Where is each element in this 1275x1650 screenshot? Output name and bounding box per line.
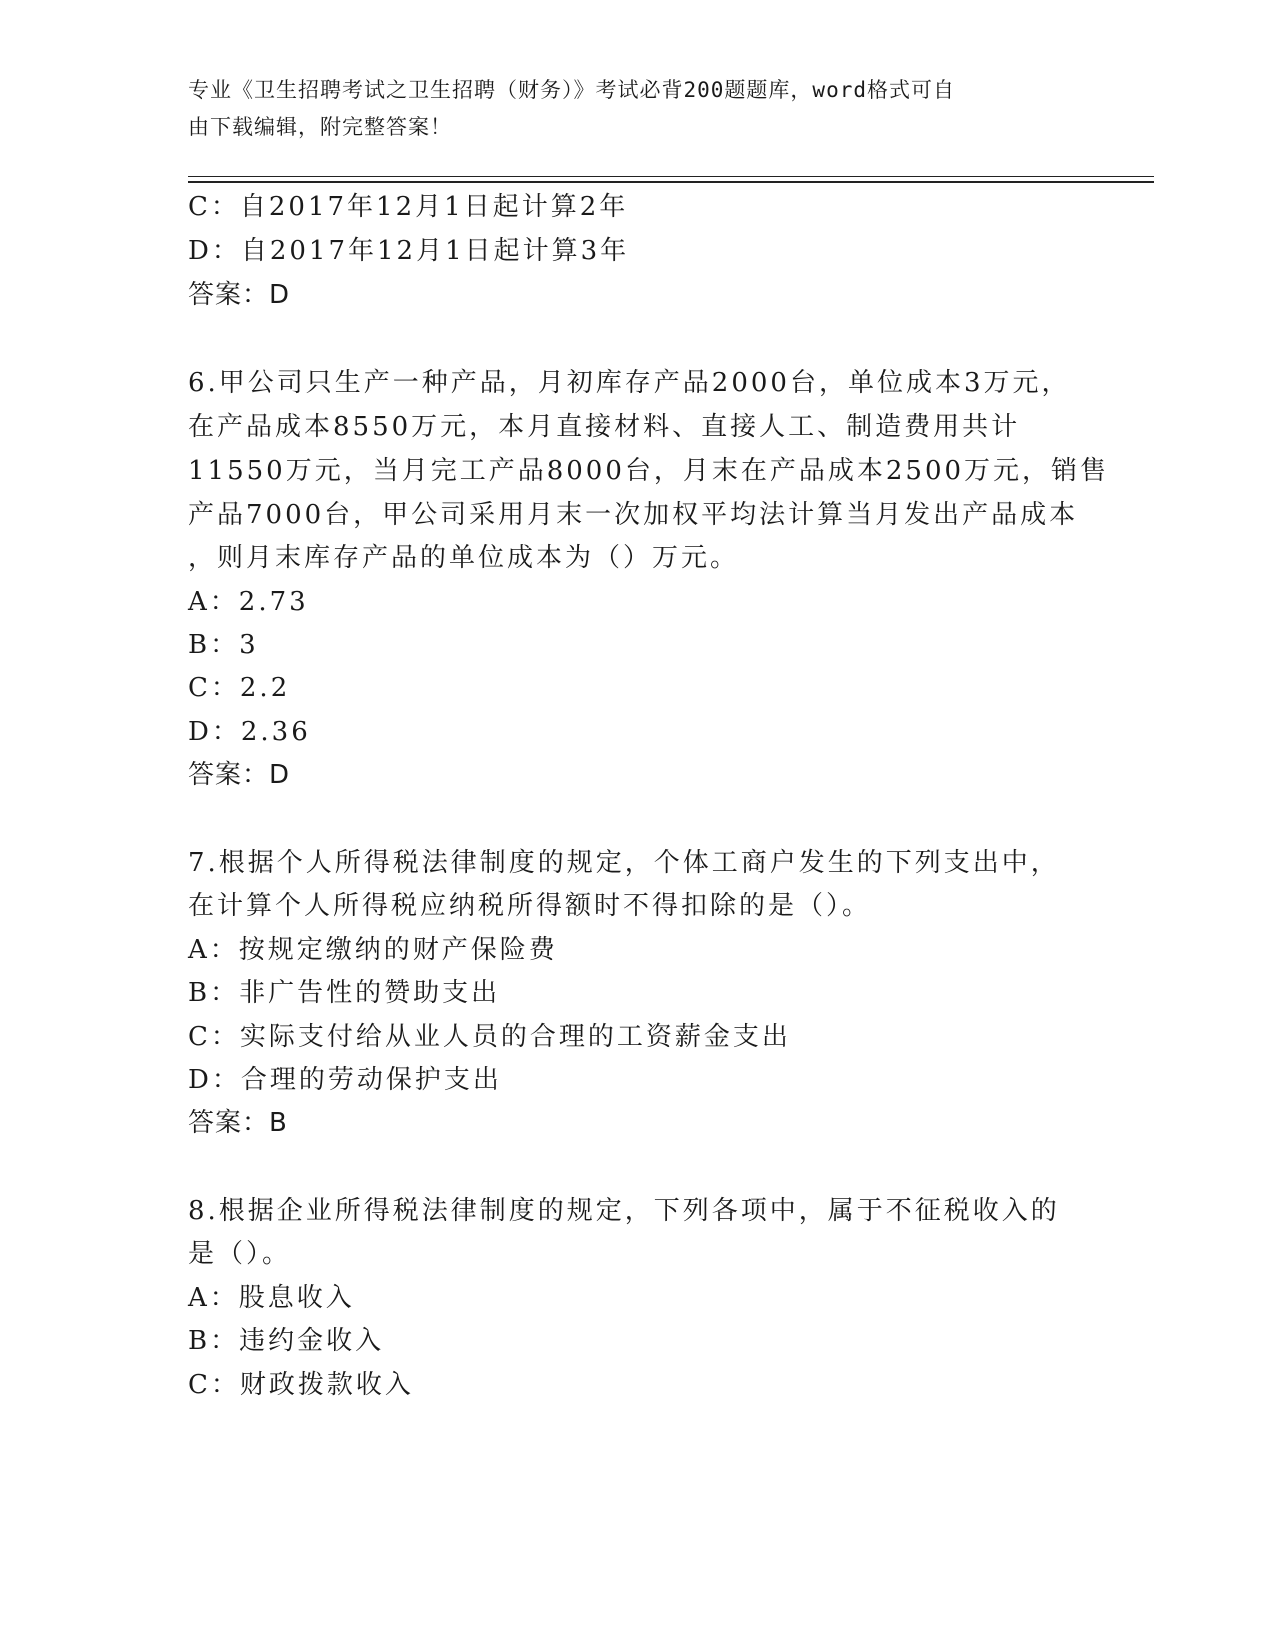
q7-option-a: A：按规定缴纳的财产保险费 <box>188 935 558 965</box>
q6-option-c: C：2.2 <box>188 673 291 703</box>
q6-stem-line-1: 6.甲公司只生产一种产品，月初库存产品2000台，单位成本3万元， <box>188 368 1071 398</box>
header-divider-thin <box>188 176 1154 177</box>
header-line-2: 由下载编辑，附完整答案！ <box>188 115 452 139</box>
q7-option-c: C：实际支付给从业人员的合理的工资薪金支出 <box>188 1022 791 1052</box>
q7-answer: 答案：B <box>188 1108 288 1138</box>
q7-stem-line-2: 在计算个人所得税应纳税所得额时不得扣除的是（）。 <box>188 891 872 921</box>
q8-option-a: A：股息收入 <box>188 1283 355 1313</box>
q8-option-b: B：违约金收入 <box>188 1326 385 1356</box>
q6-option-d: D：2.36 <box>188 717 311 747</box>
q7-option-b: B：非广告性的赞助支出 <box>188 978 501 1008</box>
q6-stem-line-2: 在产品成本8550万元，本月直接材料、直接人工、制造费用共计 <box>188 412 1021 442</box>
q6-option-b: B：3 <box>188 630 259 660</box>
q8-stem-line-2: 是（）。 <box>188 1239 292 1269</box>
q6-stem-line-5: ，则月末库存产品的单位成本为（）万元。 <box>188 543 740 573</box>
q5-answer: 答案：D <box>188 280 291 310</box>
q6-answer: 答案：D <box>188 760 291 790</box>
q8-stem-line-1: 8.根据企业所得税法律制度的规定，下列各项中，属于不征税收入的 <box>188 1196 1060 1226</box>
q8-option-c: C：财政拨款收入 <box>188 1370 414 1400</box>
q6-option-a: A：2.73 <box>188 587 309 617</box>
q7-stem-line-1: 7.根据个人所得税法律制度的规定，个体工商户发生的下列支出中， <box>188 848 1060 878</box>
q7-option-d: D：合理的劳动保护支出 <box>188 1065 502 1095</box>
q5-option-d: D：自2017年12月1日起计算3年 <box>188 236 630 266</box>
document-header <box>188 72 1068 146</box>
header-divider-thick <box>188 181 1154 183</box>
q5-option-c: C：自2017年12月1日起计算2年 <box>188 192 629 222</box>
header-line-1: 专业《卫生招聘考试之卫生招聘（财务）》考试必背200题题库，word格式可自 <box>188 78 955 102</box>
q6-stem-line-3: 11550万元，当月完工产品8000台，月末在产品成本2500万元，销售 <box>188 456 1110 486</box>
q6-stem-line-4: 产品7000台，甲公司采用月末一次加权平均法计算当月发出产品成本 <box>188 500 1079 530</box>
